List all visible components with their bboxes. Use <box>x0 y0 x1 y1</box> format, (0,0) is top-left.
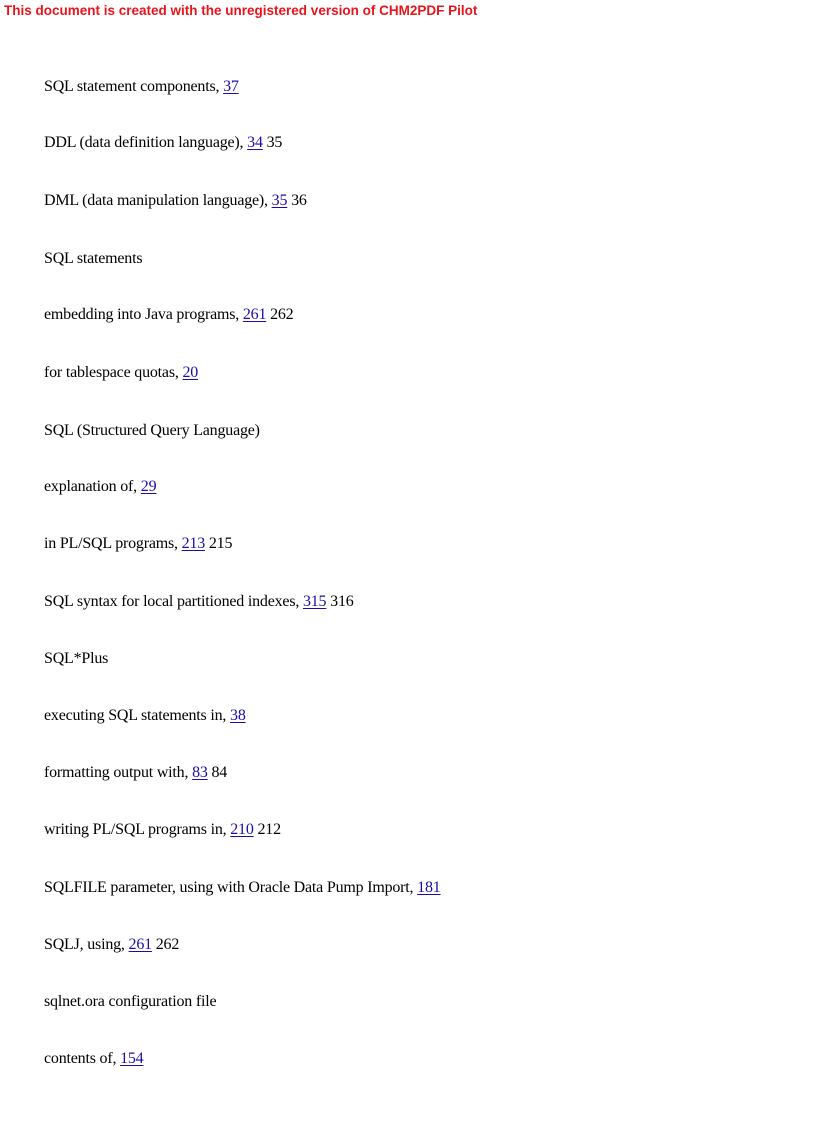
index-entry <box>44 78 243 96</box>
entry-text: executing SQL statements in, <box>44 707 231 724</box>
index-entry <box>44 1050 143 1068</box>
entry-text: SQL statements <box>44 250 143 267</box>
page-link[interactable]: 261 <box>242 306 267 323</box>
entry-text: in PL/SQL programs, <box>44 535 182 552</box>
entry-page-range-end: 262 <box>270 306 294 323</box>
page-link[interactable]: 29 <box>140 478 157 495</box>
page-link[interactable]: 261 <box>128 936 152 953</box>
index-entry <box>44 764 227 782</box>
entry-text: SQL (Structured Query Language) <box>44 422 260 439</box>
index-entry-heading <box>44 250 142 268</box>
index-entry <box>44 192 307 210</box>
entry-page-range-end: 84 <box>211 764 228 781</box>
entry-text: sqlnet.ora configuration file <box>44 993 217 1010</box>
entry-text: explanation of, <box>44 478 141 495</box>
page-link[interactable]: 154 <box>120 1050 144 1067</box>
entry-page-range-end: 215 <box>208 535 233 552</box>
page-link[interactable]: 38 <box>230 707 246 724</box>
index-entry-heading <box>44 993 216 1011</box>
entry-page-range-end: 316 <box>330 593 354 610</box>
page-link[interactable]: 315 <box>302 593 327 610</box>
entry-page-range-end: 212 <box>257 821 281 838</box>
page-link[interactable]: 213 <box>181 535 206 552</box>
page-link[interactable]: 35 <box>271 192 288 209</box>
page-link[interactable]: 20 <box>182 364 199 381</box>
index-entry-heading <box>44 422 260 440</box>
index-entry <box>44 936 179 954</box>
entry-text: for tablespace quotas, <box>44 364 183 381</box>
page-link[interactable]: 34 <box>247 134 263 151</box>
page-link[interactable]: 181 <box>417 879 441 896</box>
page-link[interactable]: 37 <box>223 78 239 95</box>
index-entry <box>44 707 246 725</box>
entry-text: embedding into Java programs, <box>44 306 243 323</box>
index-entry <box>44 306 293 324</box>
index-entry <box>44 478 156 496</box>
entry-text: SQL syntax for local partitioned indexes, <box>44 593 303 610</box>
index-entry <box>44 821 281 839</box>
entry-text: SQLFILE parameter, using with Oracle Data Pump Import, <box>44 879 418 896</box>
page-link[interactable]: 210 <box>230 821 254 838</box>
index-entry <box>44 364 198 382</box>
entry-page-range-end: 35 <box>266 134 283 151</box>
index-entry <box>44 879 441 897</box>
entry-page-range-end: 262 <box>155 936 180 953</box>
entry-text: SQLJ, using, <box>44 936 129 953</box>
entry-text: contents of, <box>44 1050 121 1067</box>
page-link[interactable]: 83 <box>192 764 208 781</box>
entry-text: SQL*Plus <box>44 650 109 667</box>
index-entry-heading <box>44 650 108 668</box>
entry-text: formatting output with, <box>44 764 193 781</box>
index-entry <box>44 535 232 553</box>
entry-page-range-end: 36 <box>291 192 307 209</box>
index-entry <box>44 593 354 611</box>
unregistered-version-banner: This document is created with the unregistered version of CHM2PDF Pilot <box>4 3 478 18</box>
entry-text: writing PL/SQL programs in, <box>44 821 231 838</box>
index-entry <box>44 134 282 152</box>
entry-text: DML (data manipulation language), <box>44 192 272 209</box>
entry-text: SQL statement components, <box>44 78 224 95</box>
entry-text: DDL (data definition language), <box>44 134 248 151</box>
